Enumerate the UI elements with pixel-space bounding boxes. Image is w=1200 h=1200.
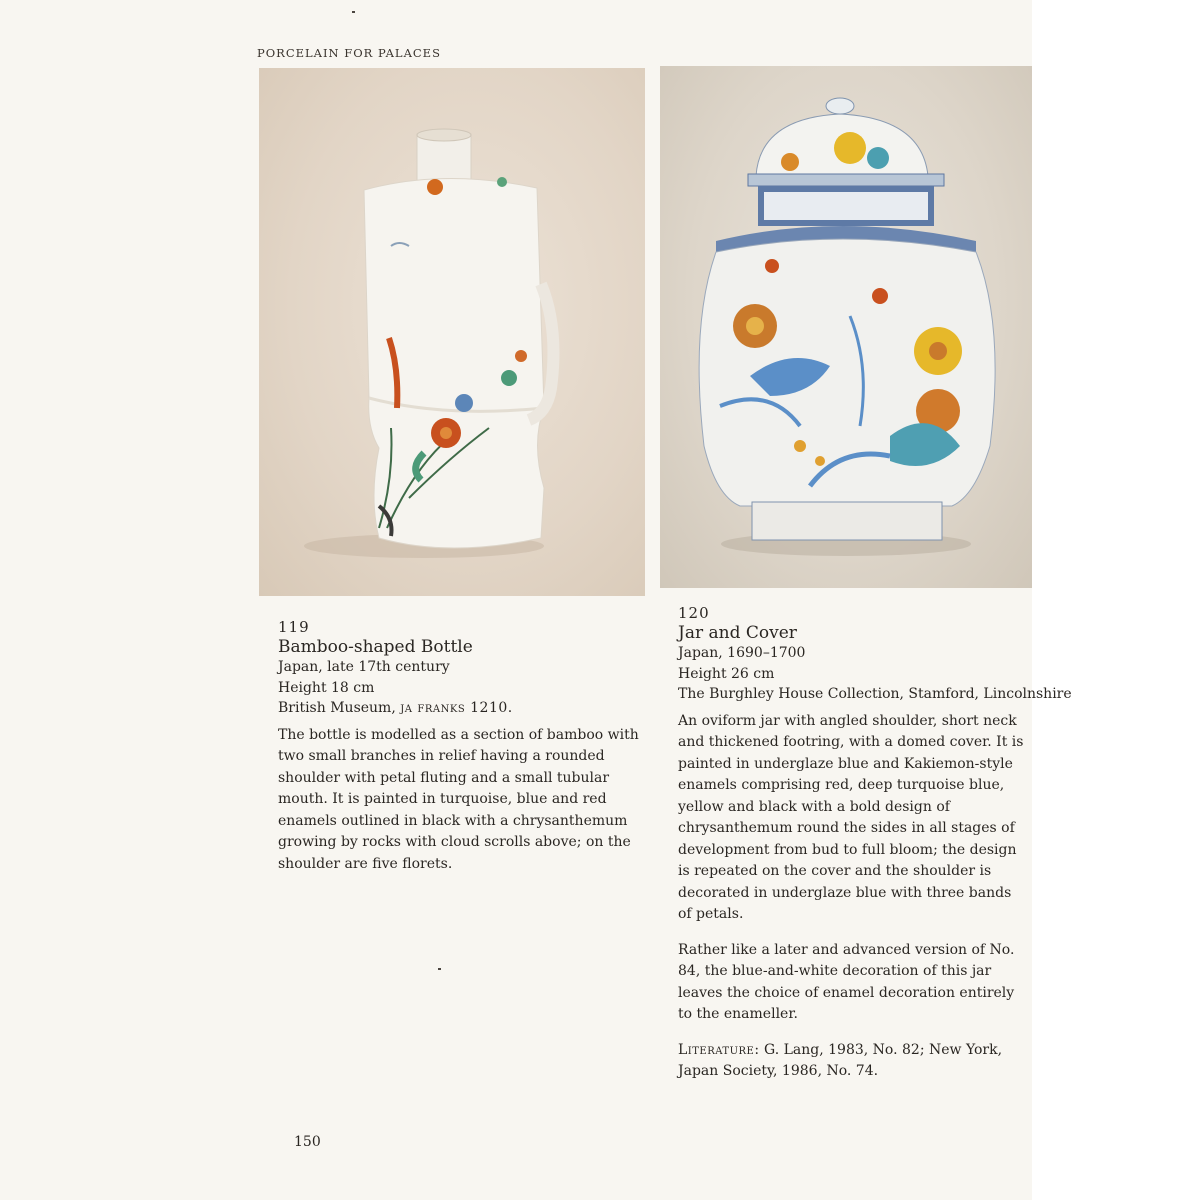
bamboo-bottle-illustration [259, 68, 645, 596]
literature-text: G. Lang, 1983, No. 82; New York, Japan Society, 1986, No. 74. [678, 1041, 1003, 1079]
entry-description: An oviform jar with angled shoulder, short neck and thickened footring, with a domed cover. It is painted in underglaze blue and Kakiemon-style enamels comprising red, deep turquoise blue, yellow and black with a bold design of chrysanthemum round the sides in all stages of development from bud to full bloom; the design is repeated on the cover and the shoulder is decorated in underglaze blue with three bands of petals. [678, 712, 1024, 922]
page-number: 150 [294, 1134, 321, 1150]
entry-height: Height 18 cm [278, 679, 375, 696]
entry-literature [678, 1040, 1028, 1083]
entry-description: The bottle is modelled as a section of bamboo with two small branches in relief having a rounded shoulder with petal fluting and a small tubular mouth. It is painted in turquoise, blue and red enamels outlined in black with a chrysanthemum growing by rocks with cloud scrolls above; on the shoulder are five florets. [278, 726, 639, 872]
entry-description-block [678, 711, 1028, 1083]
print-speck [438, 968, 441, 970]
print-speck [352, 11, 355, 13]
entry-commentary: Rather like a later and advanced version of No. 84, the blue-and-white decoration of this jar leaves the choice of enamel decoration entirely to the enameller. [678, 941, 1015, 1022]
entry-number: 120 [678, 604, 710, 622]
entry-collection [278, 698, 650, 719]
collection-name: British Museum, [278, 700, 401, 716]
running-head: PORCELAIN FOR PALACES [257, 46, 441, 60]
entry-number: 119 [278, 618, 310, 636]
entry-origin: Japan, late 17th century [278, 659, 450, 675]
entry-origin: Japan, 1690–1700 [678, 645, 806, 661]
jar-and-cover-illustration [660, 66, 1032, 588]
catalogue-entry-119 [278, 618, 650, 889]
catalogue-entry-120 [678, 604, 1072, 1097]
entry-collection: The Burghley House Collection, Stamford, Lincolnshire [678, 686, 1072, 702]
entry-title: Jar and Cover [678, 623, 797, 643]
bamboo-bottle-photo [259, 68, 645, 596]
entry-title: Bamboo-shaped Bottle [278, 637, 473, 657]
literature-label: Literature: [678, 1041, 760, 1058]
entry-description-block [278, 725, 650, 876]
entry-height: Height 26 cm [678, 665, 775, 682]
collection-reference: ja franks 1210. [400, 700, 513, 716]
jar-and-cover-photo [660, 66, 1032, 588]
